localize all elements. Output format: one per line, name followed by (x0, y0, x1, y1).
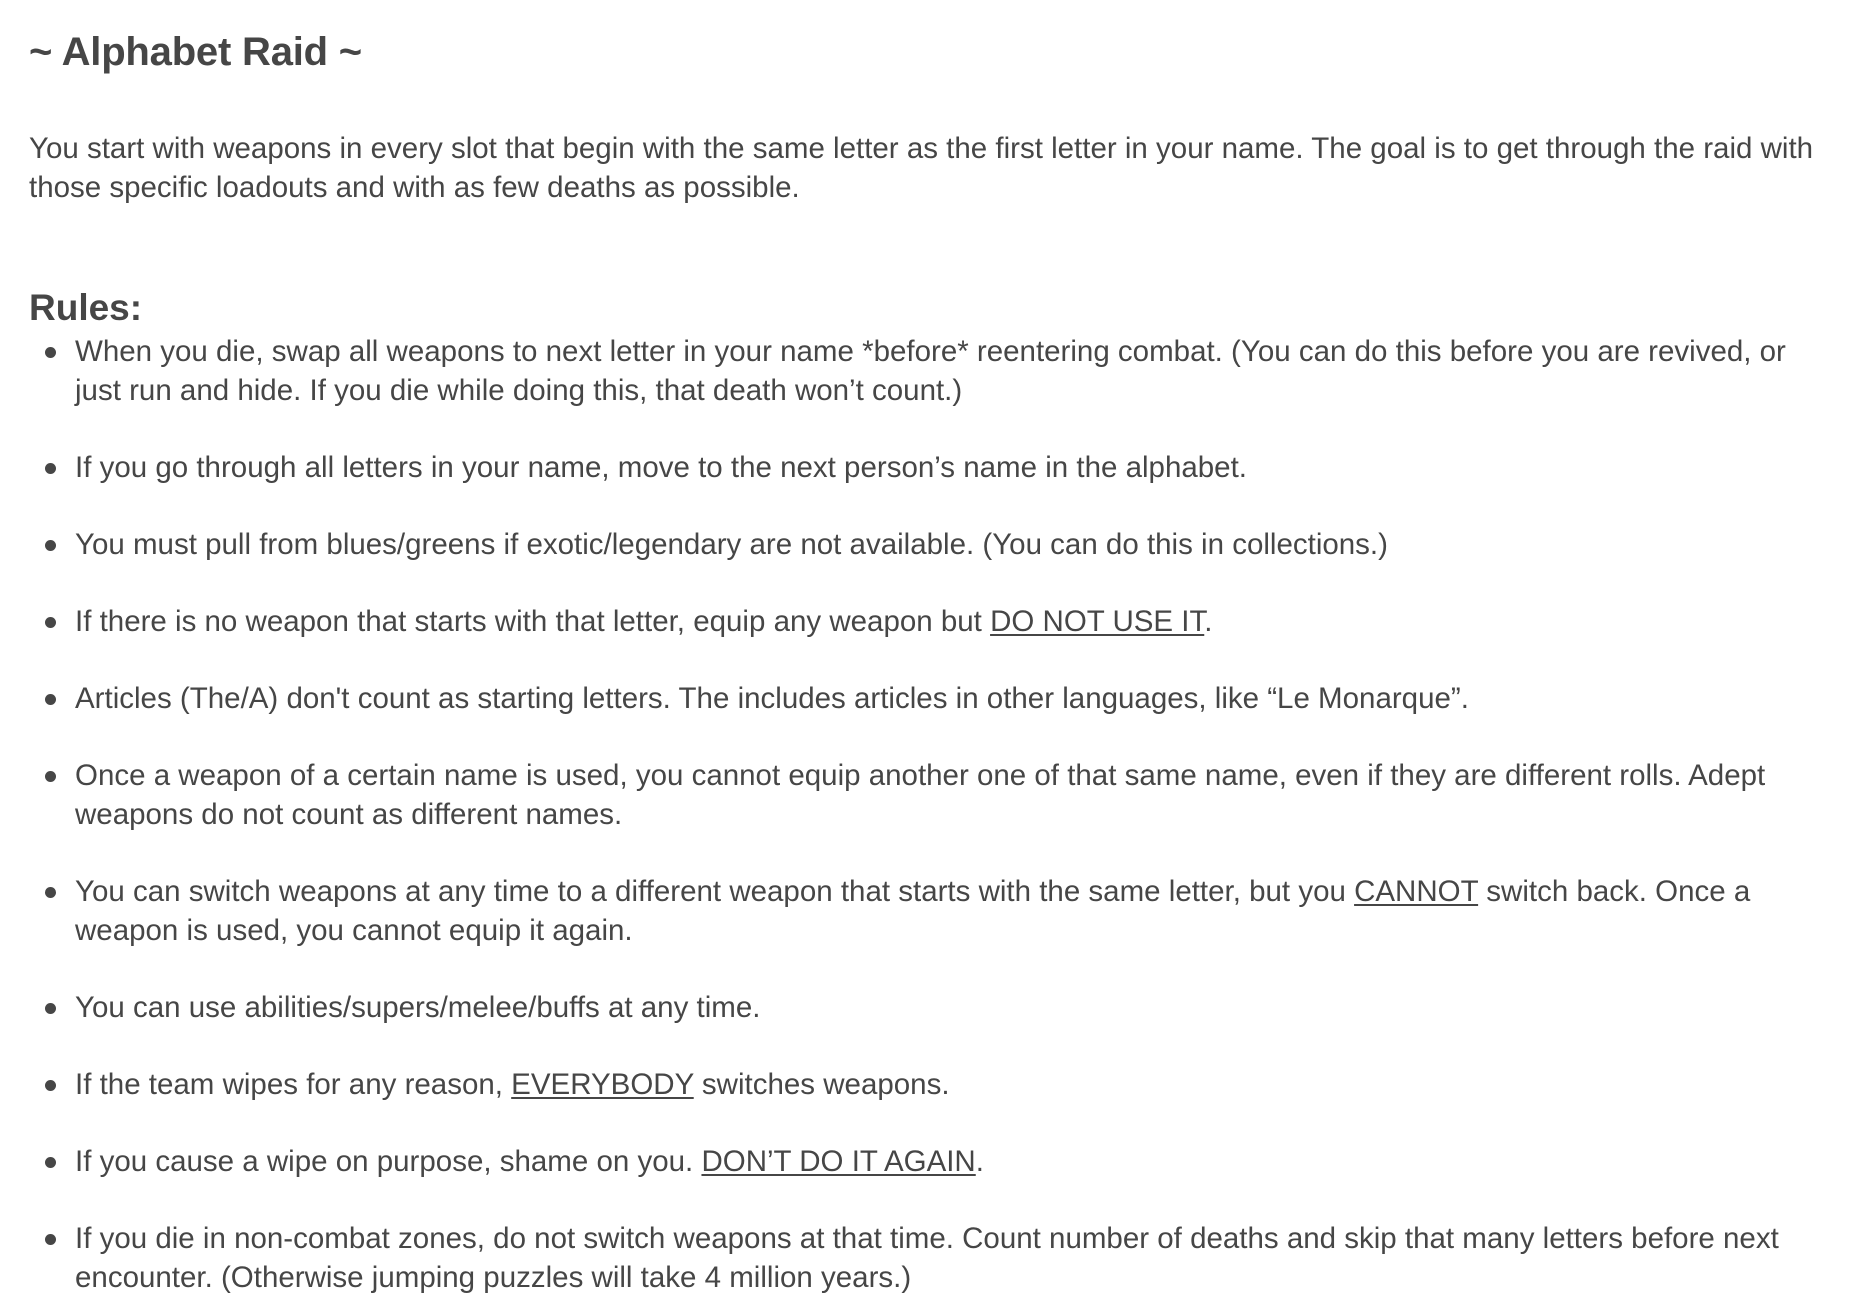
rule-text-before: You can switch weapons at any time to a different weapon that starts with the same letter, but you (75, 875, 1355, 908)
rule-item (29, 872, 1829, 950)
rules-heading: Rules: (29, 287, 143, 328)
rule-item (29, 602, 1829, 641)
rule-item (29, 1142, 1829, 1181)
rule-emphasis: CANNOT (1354, 875, 1479, 908)
rule-text: When you die, swap all weapons to next letter in your name *before* reentering combat. (You can do this before you are revived, or just run and hide. If you die while doing this, that death won’t count.) (75, 335, 1786, 407)
rule-item (29, 1219, 1829, 1297)
rule-text-before: If you cause a wipe on purpose, shame on you. (75, 1145, 702, 1178)
rule-text-after: switch back. Once a weapon is used, you cannot equip it again. (75, 875, 1751, 947)
bullet-icon (45, 1157, 56, 1168)
bullet-icon (45, 1234, 56, 1245)
bullet-icon (45, 694, 56, 705)
bullet-icon (45, 771, 56, 782)
rule-emphasis: DON’T DO IT AGAIN (701, 1145, 976, 1178)
rule-text: You can use abilities/supers/melee/buffs at any time. (75, 991, 761, 1024)
bullet-icon (45, 347, 56, 358)
rule-text: If you go through all letters in your name, move to the next person’s name in the alphabet. (75, 451, 1247, 484)
bullet-icon (45, 1080, 56, 1091)
rule-emphasis: EVERYBODY (511, 1068, 694, 1101)
rule-item (29, 332, 1829, 410)
rule-text: You must pull from blues/greens if exotic/legendary are not available. (You can do this in collections.) (75, 528, 1388, 561)
rule-text: If you die in non-combat zones, do not switch weapons at that time. Count number of deaths and skip that many letters before next encounter. (Otherwise jumping puzzles will take 4 million years.) (75, 1222, 1779, 1294)
rule-text-after: . (975, 1145, 984, 1178)
bullet-icon (45, 540, 56, 551)
rule-text-before: If the team wipes for any reason, (75, 1068, 512, 1101)
rule-emphasis: DO NOT USE IT (990, 605, 1205, 638)
rule-item (29, 448, 1829, 487)
rule-item (29, 679, 1829, 718)
bullet-icon (45, 617, 56, 628)
intro-paragraph: You start with weapons in every slot that begin with the same letter as the first letter in your name. The goal is to get through the raid with those specific loadouts and with as few deaths as possible. (29, 132, 1814, 204)
page-title: ~ Alphabet Raid ~ (29, 30, 362, 74)
rules-list (29, 332, 1820, 1297)
bullet-icon (45, 463, 56, 474)
rule-text: Articles (The/A) don't count as starting letters. The includes articles in other languages, like “Le Monarque”. (75, 682, 1469, 715)
rule-item (29, 1065, 1829, 1104)
rule-item (29, 525, 1829, 564)
rule-text-before: If there is no weapon that starts with that letter, equip any weapon but (75, 605, 991, 638)
rule-text: Once a weapon of a certain name is used, you cannot equip another one of that same name, even if they are different rolls. Adept weapons do not count as different names. (75, 759, 1766, 831)
rule-text-after: switches weapons. (693, 1068, 950, 1101)
rule-item (29, 988, 1829, 1027)
bullet-icon (45, 887, 56, 898)
rule-text-after: . (1204, 605, 1213, 638)
rule-item (29, 756, 1829, 834)
bullet-icon (45, 1003, 56, 1014)
